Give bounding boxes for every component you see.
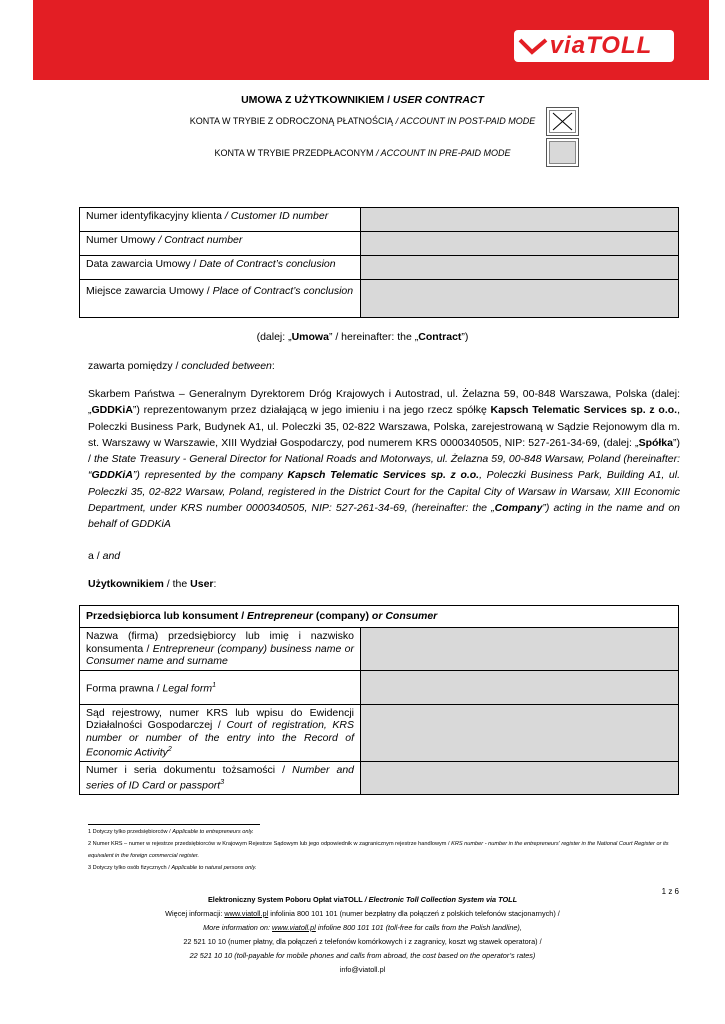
legal-form-field[interactable]	[361, 670, 679, 704]
footnote-1: 1 Dotyczy tylko przedsiębiorców / Applicable to entrepreneurs only.	[88, 829, 254, 835]
customer-id-label: Numer identyfikacyjny klienta / Customer ID number	[80, 208, 361, 232]
contract-number-label: Numer Umowy / Contract number	[80, 232, 361, 256]
post-paid-checkbox[interactable]	[546, 107, 579, 136]
contract-title: UMOWA Z UŻYTKOWNIKIEM / USER CONTRACT	[241, 94, 484, 106]
table-row	[80, 256, 679, 280]
customer-id-field[interactable]	[361, 208, 679, 232]
conclusion-date-field[interactable]	[361, 256, 679, 280]
footer-phone-en: 22 521 10 10 (toll-payable for mobile phones and calls from abroad, the cost based on the operator’s rates)	[189, 951, 536, 960]
court-registration-label: Sąd rejestrowy, numer KRS lub wpisu do Ewidencji Działalności Gospodarczej / Court of registration, KRS number or number of the entry into the Record of Economic Activity$^2$	[80, 704, 361, 762]
table-row	[80, 628, 679, 671]
user-heading: Użytkownikiem / the User:	[88, 578, 217, 590]
conclusion-place-label: Miejsce zawarcia Umowy / Place of Contract’s conclusion	[80, 280, 361, 318]
viatoll-link-en[interactable]: www.viatoll.pl	[272, 923, 316, 932]
logo-text: viaTOLL	[549, 32, 653, 59]
check-x-icon	[547, 108, 578, 135]
table-row	[80, 606, 679, 628]
contract-info-table	[79, 207, 679, 318]
business-name-field[interactable]	[361, 628, 679, 671]
concluded-between: zawarta pomiędzy / concluded between:	[88, 360, 275, 372]
table-row	[80, 208, 679, 232]
table-row	[80, 280, 679, 318]
page-number: 1 z 6	[661, 887, 679, 896]
footer-phone-pl: 22 521 10 10 (numer płatny, dla połączeń z telefonów komórkowych i z zagranicy, koszt wg stawek operatora) /	[183, 937, 542, 946]
id-document-field[interactable]	[361, 762, 679, 795]
viatoll-logo	[514, 30, 674, 62]
court-registration-field[interactable]	[361, 704, 679, 762]
user-type-header: Przedsiębiorca lub konsument / Entrepreneur (company) or Consumer	[80, 606, 679, 628]
table-row	[80, 670, 679, 704]
contract-number-field[interactable]	[361, 232, 679, 256]
footnote-3: 3 Dotyczy tylko osób fizycznych / Applicable to natural persons only.	[88, 865, 257, 871]
option-post-paid: KONTA W TRYBIE Z ODROCZONĄ PŁATNOŚCIĄ / ACCOUNT IN POST-PAID MODE	[189, 116, 536, 126]
user-info-table	[79, 605, 679, 795]
footnote-2: 2 Numer KRS – numer w rejestrze przedsiębiorców w Krajowym Rejestrze Sądowym lub jego odpowiednik w zagranicznym rejestrze handlowym / KRS number - number in the entrepreneurs' register in the National Court Register or its equivalent in the foreign commercial register.	[88, 841, 669, 859]
option-pre-paid: KONTA W TRYBIE PRZEDPŁACONYM / ACCOUNT IN PRE-PAID MODE	[214, 148, 511, 158]
business-name-label: Nazwa (firma) przedsiębiorcy lub imię i nazwisko konsumenta / Entrepreneur (company) business name or Consumer name and surname	[80, 628, 361, 671]
footer-more-info-en: More information on: www.viatoll.pl infoline 800 101 101 (toll-free for calls from the Polish landline),	[203, 923, 522, 932]
viatoll-link[interactable]: www.viatoll.pl	[224, 909, 269, 918]
conclusion-date-label: Data zawarcia Umowy / Date of Contract’s conclusion	[80, 256, 361, 280]
footer-more-info-pl: Więcej informacji: www.viatoll.pl infolinia 800 101 101 (numer bezpłatny dla połączeń z polskich telefonów stacjonarnych) /	[165, 909, 560, 918]
footer-email[interactable]: info@viatoll.pl	[339, 965, 386, 974]
footnote-divider	[88, 824, 260, 825]
pre-paid-checkbox[interactable]	[546, 138, 579, 167]
legal-form-label: Forma prawna / Legal form$^1$	[80, 670, 361, 704]
hereinafter-contract: (dalej: „Umowa” / hereinafter: the „Contract”)	[256, 331, 469, 343]
header-band	[33, 0, 709, 80]
table-row	[80, 704, 679, 762]
and-text: a / and	[88, 550, 121, 562]
conclusion-place-field[interactable]	[361, 280, 679, 318]
party-paragraph: Skarbem Państwa – Generalnym Dyrektorem Dróg Krajowych i Autostrad, ul. Żelazna 59, 00-848 Warszawa, Polska (dalej: „GDDKiA”) reprezentowanym przez działającą w jego imieniu i na jego rzecz spółkę Kapsch Telematic Services sp. z o.o., Poleczki Business Park, Budynek A1, ul. Poleczki 35, 02-822 Warszawa, Polska, zarejestrowaną w Sądzie Rejonowym dla m. st. Warszawy w Warszawie, XIII Wydział Gospodarczy, pod numerem KRS 0000340505, NIP: 527-261-34-69, (dalej: „Spółka”) / the State Treasury - General Director for National Roads and Motorways, ul. Żelazna 59, 00-848 Warsaw, Poland (hereinafter: “GDDKiA”) represented by the company Kapsch Telematic Services sp. z o.o., Poleczki Business Park, Building A1, ul. Poleczki 35, 02-822 Warsaw, Poland, registered in the District Court for the Capital City of Warsaw in Warsaw, XIII Economic Department, under KRS number 0000340505, NIP: 527-261-34-69, (hereinafter: the „Company”) acting in the name and on behalf of GDDKiA	[88, 388, 681, 531]
table-row	[80, 762, 679, 795]
footer-system-name: Elektroniczny System Poboru Opłat viaTOLL / Electronic Toll Collection System via TOLL	[207, 895, 518, 904]
table-row	[80, 232, 679, 256]
id-document-label: Numer i seria dokumentu tożsamości / Number and series of ID Card or passport$^3$	[80, 762, 361, 795]
